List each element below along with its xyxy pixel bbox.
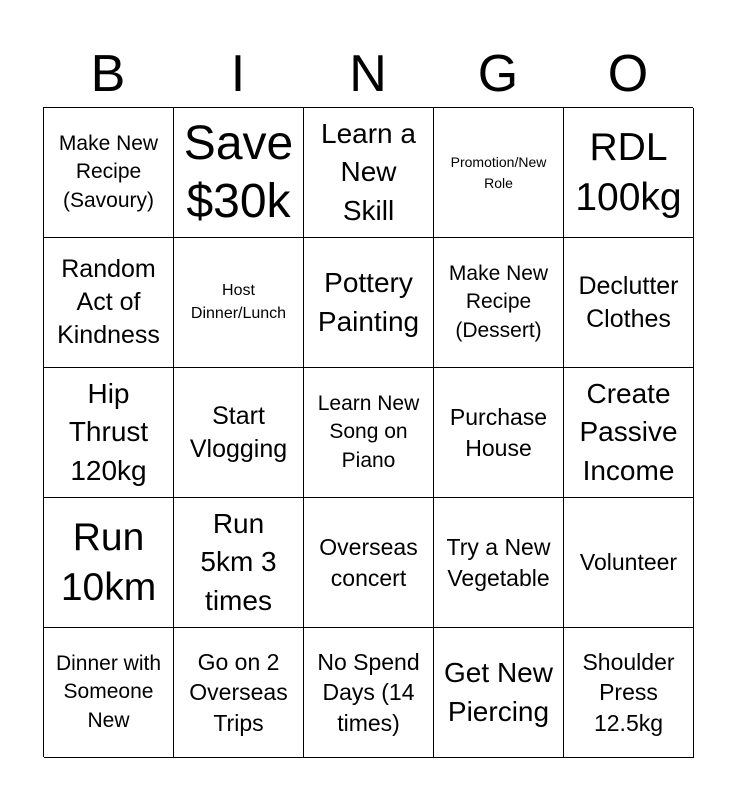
bingo-cell[interactable] xyxy=(44,368,174,498)
header-letter-b: B xyxy=(90,45,126,103)
bingo-cell[interactable] xyxy=(174,498,304,628)
cell-text: Start Vlogging xyxy=(189,401,288,463)
cell-text: Host Dinner/Lunch xyxy=(190,282,287,322)
bingo-cell[interactable] xyxy=(174,238,304,368)
bingo-cell[interactable] xyxy=(304,368,434,498)
cell-text: Run 10km xyxy=(60,515,157,609)
header-letter-o: O xyxy=(607,45,649,103)
cell-text: Hip Thrust 120kg xyxy=(68,378,149,486)
bingo-cell[interactable] xyxy=(174,628,304,758)
bingo-cell[interactable] xyxy=(564,628,694,758)
header-letter-n: N xyxy=(349,45,387,103)
bingo-cell[interactable] xyxy=(44,238,174,368)
bingo-cell[interactable] xyxy=(434,498,564,628)
bingo-cell[interactable] xyxy=(304,108,434,238)
bingo-cell[interactable] xyxy=(44,498,174,628)
bingo-cell[interactable] xyxy=(564,368,694,498)
cell-text: Try a New Vegetable xyxy=(446,534,551,591)
cell-text: Get New Piercing xyxy=(444,657,553,727)
cell-text: Go on 2 Overseas Trips xyxy=(189,648,288,736)
cell-text: Random Act of Kindness xyxy=(57,255,160,349)
bingo-cell[interactable] xyxy=(304,628,434,758)
cell-text: Learn New Song on Piano xyxy=(317,391,420,472)
bingo-cell[interactable] xyxy=(564,238,694,368)
cell-text: Overseas concert xyxy=(319,534,418,591)
cell-text: Purchase House xyxy=(449,404,548,461)
bingo-cell[interactable] xyxy=(434,628,564,758)
bingo-cell[interactable] xyxy=(44,108,174,238)
cell-text: Make New Recipe (Dessert) xyxy=(448,261,549,342)
cell-text: Make New Recipe (Savoury) xyxy=(58,131,159,212)
bingo-cell[interactable] xyxy=(434,368,564,498)
cell-text: Volunteer xyxy=(579,549,678,576)
header-letter-i: I xyxy=(230,45,246,103)
bingo-cell[interactable] xyxy=(304,498,434,628)
cell-text: Learn a New Skill xyxy=(321,118,416,226)
cell-text: Run 5km 3 times xyxy=(200,508,277,616)
bingo-cell[interactable] xyxy=(564,498,694,628)
cell-text: Shoulder Press 12.5kg xyxy=(582,648,675,736)
cell-text: Pottery Painting xyxy=(317,267,420,337)
cell-text: RDL 100kg xyxy=(575,125,682,219)
bingo-cell[interactable] xyxy=(434,108,564,238)
bingo-cell[interactable] xyxy=(564,108,694,238)
header-letter-g: G xyxy=(477,45,519,103)
cell-text: Dinner with Someone New xyxy=(55,651,162,732)
cell-text: Declutter Clothes xyxy=(578,271,679,333)
bingo-card xyxy=(43,107,693,757)
bingo-cell[interactable] xyxy=(304,238,434,368)
bingo-cell[interactable] xyxy=(174,368,304,498)
bingo-header xyxy=(43,40,693,108)
cell-text: Promotion/New Role xyxy=(450,154,547,191)
cell-text: No Spend Days (14 times) xyxy=(317,648,420,736)
bingo-cell[interactable] xyxy=(44,628,174,758)
cell-text: Create Passive Income xyxy=(579,378,678,486)
bingo-cell[interactable] xyxy=(174,108,304,238)
bingo-cell[interactable] xyxy=(434,238,564,368)
cell-text: Save $30k xyxy=(183,116,294,228)
